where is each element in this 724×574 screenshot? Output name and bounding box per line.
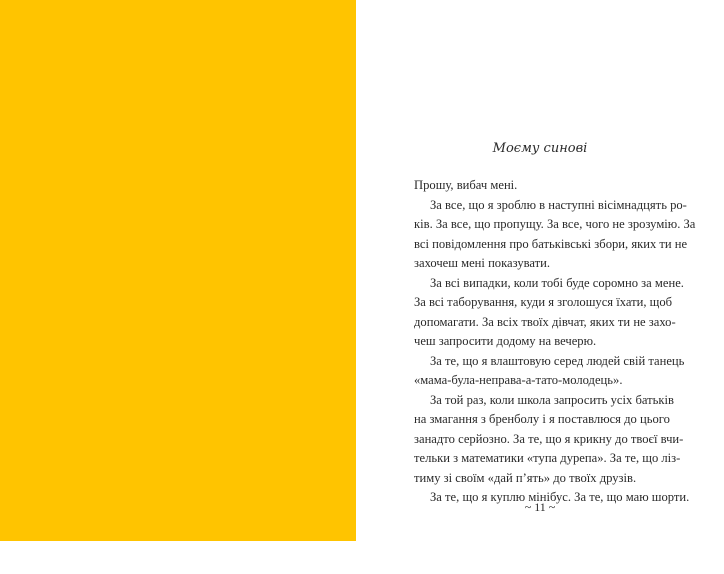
- text-line: Прошу, вибач мені.: [414, 178, 518, 192]
- text-line: тиму зі своїм «дай п’ять» до твоїх друзів.: [414, 470, 637, 485]
- left-page-yellow: [0, 0, 356, 541]
- text-line: За те, що я куплю мінібус. За те, що маю шорти.: [430, 490, 690, 504]
- text-line: занадто серйозно. За те, що я крикну до твоєї вчи-: [414, 431, 684, 446]
- dedication-heading: Моєму синові: [492, 141, 588, 156]
- text-line: захочеш мені показувати.: [414, 256, 551, 270]
- text-line: тельки з математики «тупа дурепа». За те, що ліз-: [414, 451, 681, 465]
- page-number: ~ 11 ~: [524, 500, 556, 514]
- text-line: За те, що я влаштовую серед людей свій танець: [430, 353, 685, 368]
- text-line: За той раз, коли школа запросить усіх батьків: [430, 392, 674, 407]
- text-line: всі повідомлення про батьківські збори, яких ти не: [414, 236, 688, 251]
- text-line: на змагання з бренболу і я поставлюся до цього: [414, 412, 670, 426]
- text-line: За всі випадки, коли тобі буде соромно за мене.: [430, 275, 684, 290]
- text-line: «мама-була-неправа-а-тато-молодець».: [414, 373, 623, 387]
- body-text: [414, 176, 696, 508]
- text-line: За все, що я зроблю в наступні вісімнадцять ро-: [430, 197, 687, 212]
- text-line: допомагати. За всіх твоїх дівчат, яких ти не захо-: [414, 314, 676, 329]
- text-line: ків. За все, що пропущу. За все, чого не зрозумію. За: [414, 217, 696, 231]
- text-line: чеш запросити додому на вечерю.: [414, 334, 597, 348]
- text-line: За всі таборування, куди я зголошуся їхати, щоб: [414, 295, 673, 309]
- right-page: [356, 0, 724, 541]
